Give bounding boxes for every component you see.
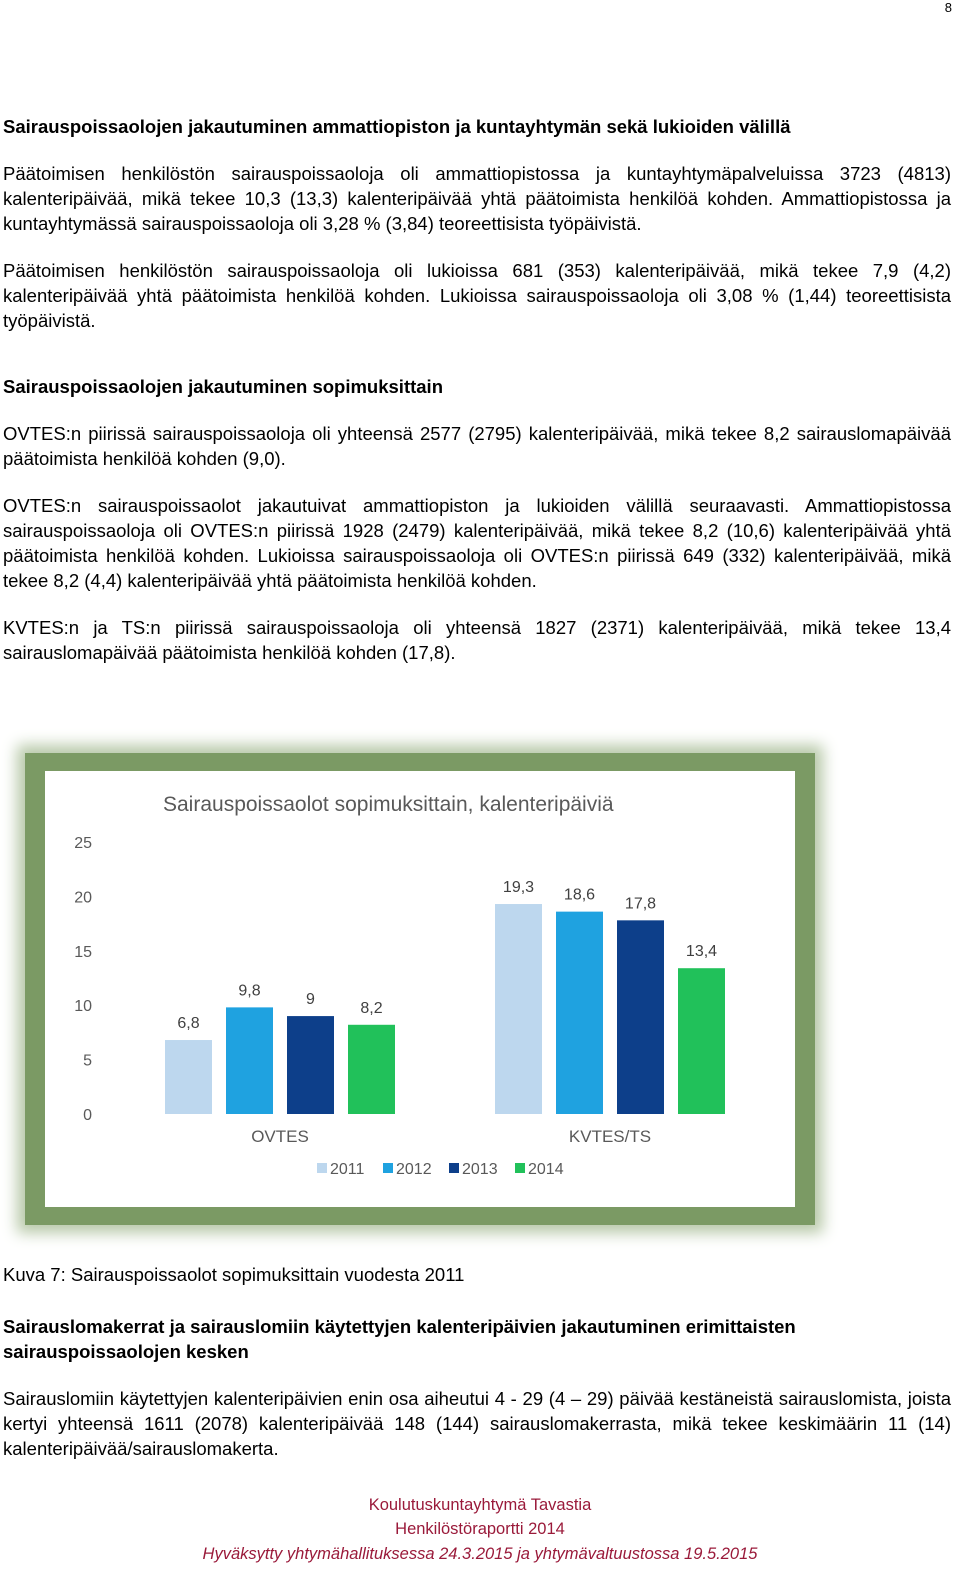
paragraph-high-schools: Päätoimisen henkilöstön sairauspoissaoloja oli lukioissa 681 (353) kalenteripäivää, mikä tekee 7,9 (4,2) kalenteripäivää yhtä päätoimista henkilöä kohden. Lukioissa sairauspoissaoloja oli 3,08 % (1,44) teoreettisista työpäivistä. — [3, 260, 951, 331]
legend-label: 2013 — [462, 1161, 498, 1178]
bar-ovtes-2014 — [348, 1025, 395, 1114]
legend-swatch — [383, 1163, 393, 1173]
x-category-label: OVTES — [251, 1127, 309, 1146]
legend-label: 2011 — [330, 1161, 365, 1178]
paragraph-ovtes-total: OVTES:n piirissä sairauspoissaoloja oli yhteensä 2577 (2795) kalenteripäivää, mikä tekee 8,2 sairauslomapäivää päätoimista henkilöä kohden (9,0). — [3, 423, 951, 469]
paragraph-vocational: Päätoimisen henkilöstön sairauspoissaoloja oli ammattiopistossa ja kuntayhtymäpalveluissa 3723 (4813) kalenteripäivää, mikä tekee 10,3 (13,3) kalenteripäivää yhtä päätoimista henkilöä kohden. Ammattiopistossa ja kuntayhtymässä sairauspoissaoloja oli 3,28 % (3,84) teoreettisista työpäivistä. — [3, 163, 951, 234]
chart-container — [25, 753, 815, 1225]
y-tick-label: 25 — [74, 835, 92, 852]
bar-data-label: 18,6 — [563, 886, 596, 904]
footer-approval: Hyväksytty yhtymähallituksessa 24.3.2015 ja yhtymävaltuustossa 19.5.2015 — [202, 1545, 758, 1563]
bar-ovtes-2013 — [287, 1016, 334, 1114]
x-category-label: KVTES/TS — [568, 1127, 652, 1146]
bar-ovtes-2012 — [226, 1007, 273, 1114]
bar-chart — [45, 771, 795, 1207]
legend-label: 2014 — [528, 1161, 564, 1178]
y-tick-label: 20 — [74, 889, 92, 907]
legend-swatch — [449, 1163, 459, 1173]
legend-swatch — [515, 1163, 525, 1173]
bar-data-label: 6,8 — [177, 1015, 200, 1033]
figure-caption: Kuva 7: Sairauspoissaolot sopimuksittain vuodesta 2011 — [3, 1264, 465, 1285]
bar-data-label: 9 — [306, 991, 315, 1009]
bar-kvtes-ts-2011 — [495, 904, 542, 1114]
section-heading-agreements: Sairauspoissaolojen jakautuminen sopimuksittain — [3, 376, 443, 397]
paragraph-kvtes: KVTES:n ja TS:n piirissä sairauspoissaoloja oli yhteensä 1827 (2371) kalenteripäivää, mikä tekee 13,4 sairauslomapäivää päätoimista henkilöä kohden (17,8). — [3, 617, 951, 663]
bar-data-label: 19,3 — [502, 879, 535, 897]
chart-area — [45, 771, 795, 1207]
footer-organization: Koulutuskuntayhtymä Tavastia — [368, 1496, 592, 1514]
bar-kvtes-ts-2013 — [617, 920, 664, 1114]
paragraph-ovtes-split: OVTES:n sairauspoissaolot jakautuivat ammattiopiston ja lukioiden välillä seuraavasti. Ammattiopistossa sairauspoissaoloja oli OVTES:n piirissä 1928 (2479) kalenteripäivää, mikä tekee 8,2 (10,6) kalenteripäivää yhtä päätoimista henkilöä kohden. Lukioissa sairauspoissaoloja oli OVTES:n piirissä 649 (332) kalenteripäivää, mikä tekee 8,2 (4,4) kalenteripäivää yhtä päätoimista henkilöä kohden. — [3, 495, 951, 591]
y-tick-label: 10 — [74, 998, 92, 1016]
footer-report-title: Henkilöstöraportti 2014 — [395, 1520, 565, 1538]
chart-title: Sairauspoissaolot sopimuksittain, kalenteripäiviä — [163, 793, 614, 816]
y-tick-label: 15 — [74, 943, 92, 961]
y-tick-label: 0 — [83, 1107, 92, 1124]
bar-kvtes-ts-2012 — [556, 912, 603, 1114]
main-content — [3, 114, 951, 687]
legend-swatch — [317, 1163, 327, 1173]
bar-ovtes-2011 — [165, 1040, 212, 1114]
page-number: 8 — [944, 0, 952, 15]
section-heading-durations: Sairauslomakerrat ja sairauslomiin käytettyjen kalenteripäivien jakautuminen erimittaisten sairauspoissaolojen kesken — [3, 1316, 796, 1362]
section-heading-distribution: Sairauspoissaolojen jakautuminen ammattiopiston ja kuntayhtymän sekä lukioiden välillä — [3, 116, 791, 137]
y-tick-label: 5 — [83, 1052, 92, 1070]
bar-data-label: 8,2 — [360, 999, 383, 1017]
bar-data-label: 13,4 — [685, 943, 718, 961]
bar-kvtes-ts-2014 — [678, 968, 725, 1114]
legend-label: 2012 — [396, 1161, 432, 1178]
paragraph-durations: Sairauslomiin käytettyjen kalenteripäivien enin osa aiheutui 4 - 29 (4 – 29) päivää kestäneistä sairauslomista, joista kertyi yhteensä 1611 (2078) kalenteripäivää 148 (144) sairauslomakerrasta, mikä tekee keskimäärin 11 (14) kalenteripäivää/sairauslomakerta. — [3, 1388, 951, 1459]
bar-data-label: 9,8 — [238, 982, 261, 1000]
bar-data-label: 17,8 — [624, 895, 657, 913]
sick-leave-section — [3, 1314, 951, 1483]
